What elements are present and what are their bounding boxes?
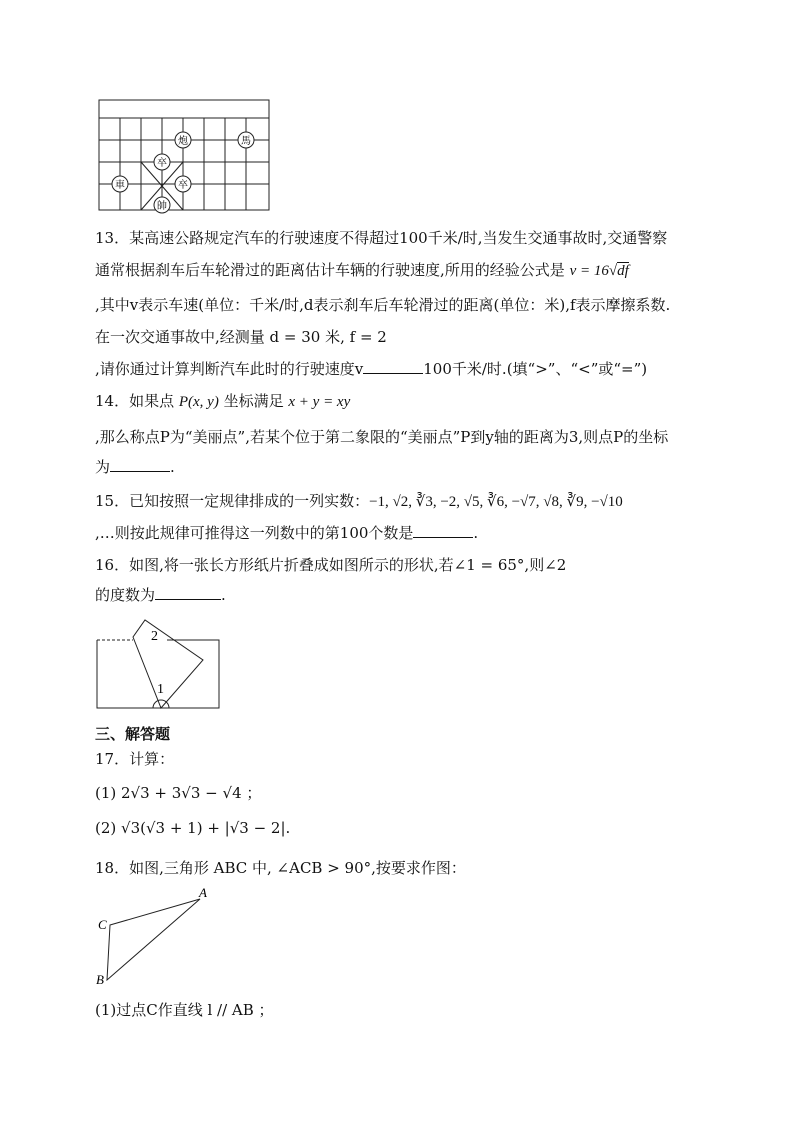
q15-line1-a: 15．已知按照一定规律排成的一列实数： <box>95 492 370 510</box>
q14-point: P(x, y) <box>178 394 219 410</box>
q15-sequence: −1, √2, ∛3, −2, √5, ∛6, −√7, √8, ∛9, −√10 <box>369 494 623 510</box>
chess-piece-shuai <box>154 197 170 213</box>
q14-line3-b: . <box>170 458 175 476</box>
q15-line2-a: ,…则按此规律可推得这一列数中的第100个数是 <box>95 524 414 542</box>
vertex-b-label: B <box>96 972 104 987</box>
chess-piece-zu-right <box>175 176 191 192</box>
q13-line4: 在一次交通事故中,经测量 d = 30 米, f = 2 <box>95 328 387 346</box>
q17-part1: (1) 2√3 + 3√3 − √4 ； <box>95 784 262 802</box>
chess-board-figure <box>95 98 275 216</box>
q16-line2 <box>95 585 226 605</box>
vertex-a-label: A <box>199 885 207 900</box>
chess-piece-zu-left <box>154 154 170 170</box>
svg-text:帥: 帥 <box>157 201 167 212</box>
q13-formula: v = 16√df <box>569 263 629 279</box>
svg-text:馬: 馬 <box>241 136 251 147</box>
q15-answer-blank[interactable] <box>413 523 473 538</box>
q14-answer-blank[interactable] <box>110 457 170 472</box>
q16-line1: 16．如图,将一张长方形纸片折叠成如图所示的形状,若∠1 = 65°,则∠2 <box>95 556 567 574</box>
chess-piece-pao <box>175 132 191 148</box>
q16-answer-blank[interactable] <box>155 585 221 600</box>
angle-2-label: 2 <box>151 629 158 644</box>
q13-line5-a: ,请你通过计算判断汽车此时的行驶速度v <box>95 360 364 378</box>
q14-line1 <box>95 391 350 412</box>
q15-line1 <box>95 491 623 512</box>
q17-part2: (2) √3(√3 + 1) + |√3 − 2|. <box>95 819 291 837</box>
svg-text:車: 車 <box>115 180 125 191</box>
q13-line1: 13．某高速公路规定汽车的行驶速度不得超过100千米/时,当发生交通事故时,交通警察 <box>95 229 668 247</box>
angle-1-label: 1 <box>157 682 164 697</box>
q14-line1-b: 坐标满足 <box>218 392 289 410</box>
q14-line3 <box>95 457 175 477</box>
q14-equation: x + y = xy <box>288 394 351 410</box>
folded-paper-figure <box>95 615 225 711</box>
q17-title: 17．计算： <box>95 750 175 768</box>
q16-line2-a: 的度数为 <box>95 586 156 604</box>
q13-answer-blank[interactable] <box>363 359 423 374</box>
svg-text:卒: 卒 <box>157 158 167 169</box>
q18-part1: (1)过点C作直线 l // AB ； <box>95 1001 274 1019</box>
svg-text:卒: 卒 <box>178 180 188 191</box>
q13-line5 <box>95 359 647 379</box>
q13-line2-text: 通常根据刹车后车轮滑过的距离估计车辆的行驶速度,所用的经验公式是 <box>95 261 565 279</box>
chess-piece-ju <box>112 176 128 192</box>
chess-piece-ma <box>238 132 254 148</box>
q13-line5-b: 100千米/时.(填“>”、“<”或“=”) <box>423 360 648 378</box>
q14-line1-a: 14．如果点 <box>95 392 179 410</box>
q15-line2-b: . <box>473 524 479 542</box>
q18-title: 18．如图,三角形 ABC 中, ∠ACB > 90°,按要求作图： <box>95 859 466 877</box>
vertex-c-label: C <box>98 917 107 932</box>
q16-line2-b: . <box>221 586 226 604</box>
q14-line2: ,那么称点P为“美丽点”,若某个位于第二象限的“美丽点”P到y轴的距离为3,则点P的坐标 <box>95 428 669 446</box>
q15-line2 <box>95 523 478 543</box>
svg-text:炮: 炮 <box>178 136 188 147</box>
triangle-abc-figure <box>95 885 220 990</box>
q13-line2 <box>95 260 629 281</box>
q13-line3: ,其中v表示车速(单位：千米/时,d表示刹车后车轮滑过的距离(单位：米),f表示摩擦系数. <box>95 296 671 314</box>
section-heading: 三、解答题 <box>95 725 171 743</box>
q14-line3-a: 为 <box>95 458 111 476</box>
